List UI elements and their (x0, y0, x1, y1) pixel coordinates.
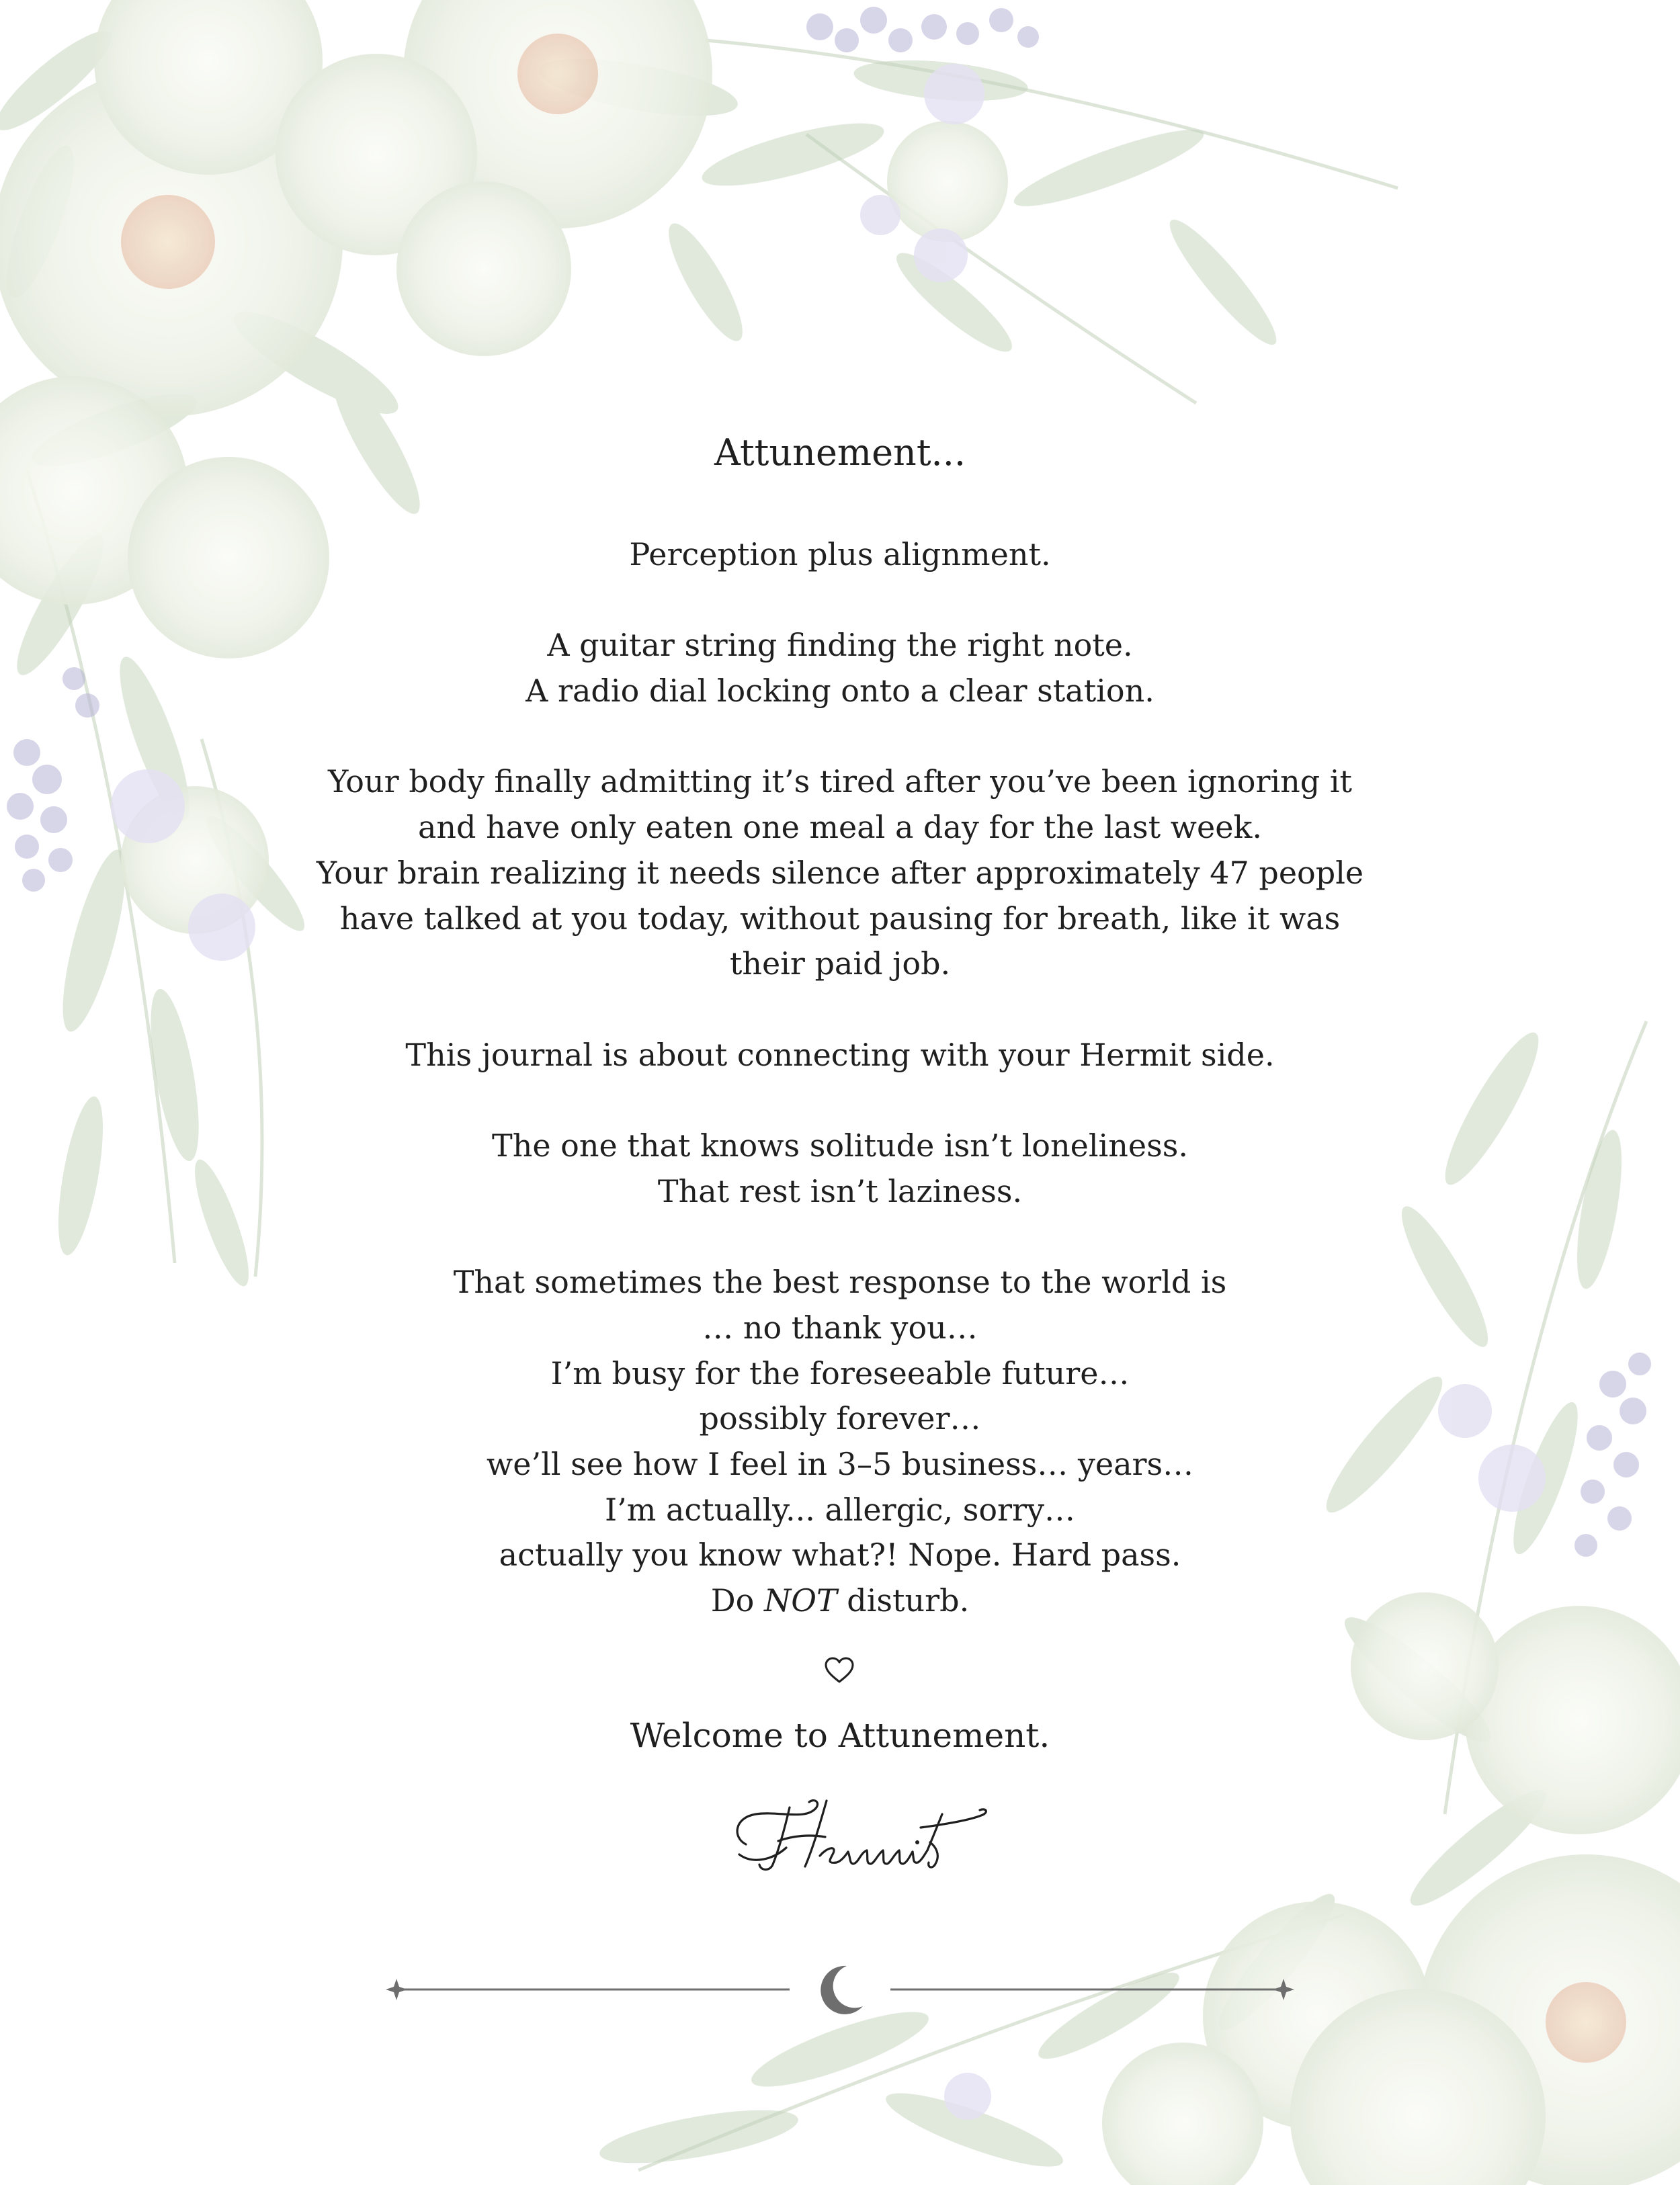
text-line: A guitar string finding the right note. (547, 627, 1133, 664)
text-line: have talked at you today, without pausing for breath, like it was (339, 900, 1341, 937)
text-line-do-not-disturb (0, 1578, 1680, 1624)
crescent-moon-icon (821, 1966, 863, 2014)
stanza-break (0, 578, 1680, 624)
text-line: Your brain realizing it needs silence after approximately 47 people (316, 854, 1364, 891)
text-line: This journal is about connecting with your Hermit side. (405, 1036, 1275, 1073)
text-line: Perception plus alignment. (629, 536, 1051, 572)
text-line: I’m actually... allergic, sorry… (604, 1491, 1076, 1528)
stanza-break (0, 1078, 1680, 1123)
moon-divider (376, 1959, 1304, 2020)
stanza-break (0, 1214, 1680, 1260)
four-point-star-icon (1273, 1979, 1294, 2000)
page-title: Attunement... (714, 431, 966, 474)
text-line: we’ll see how I feel in 3–5 business… years… (486, 1445, 1194, 1482)
text-line: Your body finally admitting it’s tired after you’ve been ignoring it (327, 763, 1353, 800)
text-line: That sometimes the best response to the world is (453, 1264, 1227, 1301)
text-line: A radio dial locking onto a clear station. (526, 673, 1154, 710)
body-text (0, 532, 1680, 1624)
text-line: their paid job. (729, 945, 951, 982)
text-line: The one that knows solitude isn’t loneliness. (492, 1127, 1188, 1164)
text-line: possibly forever… (699, 1400, 981, 1437)
text-line: That rest isn’t laziness. (657, 1172, 1023, 1209)
signature-drawing (726, 1781, 995, 1881)
welcome-text: Welcome to Attunement. (630, 1716, 1050, 1755)
text-line: … no thank you… (702, 1309, 978, 1346)
four-point-star-icon (386, 1979, 407, 2000)
stanza-break (0, 987, 1680, 1033)
stanza-break (0, 714, 1680, 760)
last-line-prefix: Do (710, 1582, 764, 1619)
last-line-emphasis: NOT (763, 1582, 837, 1619)
text-line: and have only eaten one meal a day for the last week. (418, 809, 1262, 846)
heart-outline-icon (824, 1657, 855, 1684)
hermit-signature (726, 1781, 995, 1881)
text-line: I’m busy for the foreseeable future… (550, 1355, 1130, 1391)
text-line: actually you know what?! Nope. Hard pass. (499, 1537, 1181, 1574)
last-line-suffix: disturb. (837, 1582, 970, 1619)
